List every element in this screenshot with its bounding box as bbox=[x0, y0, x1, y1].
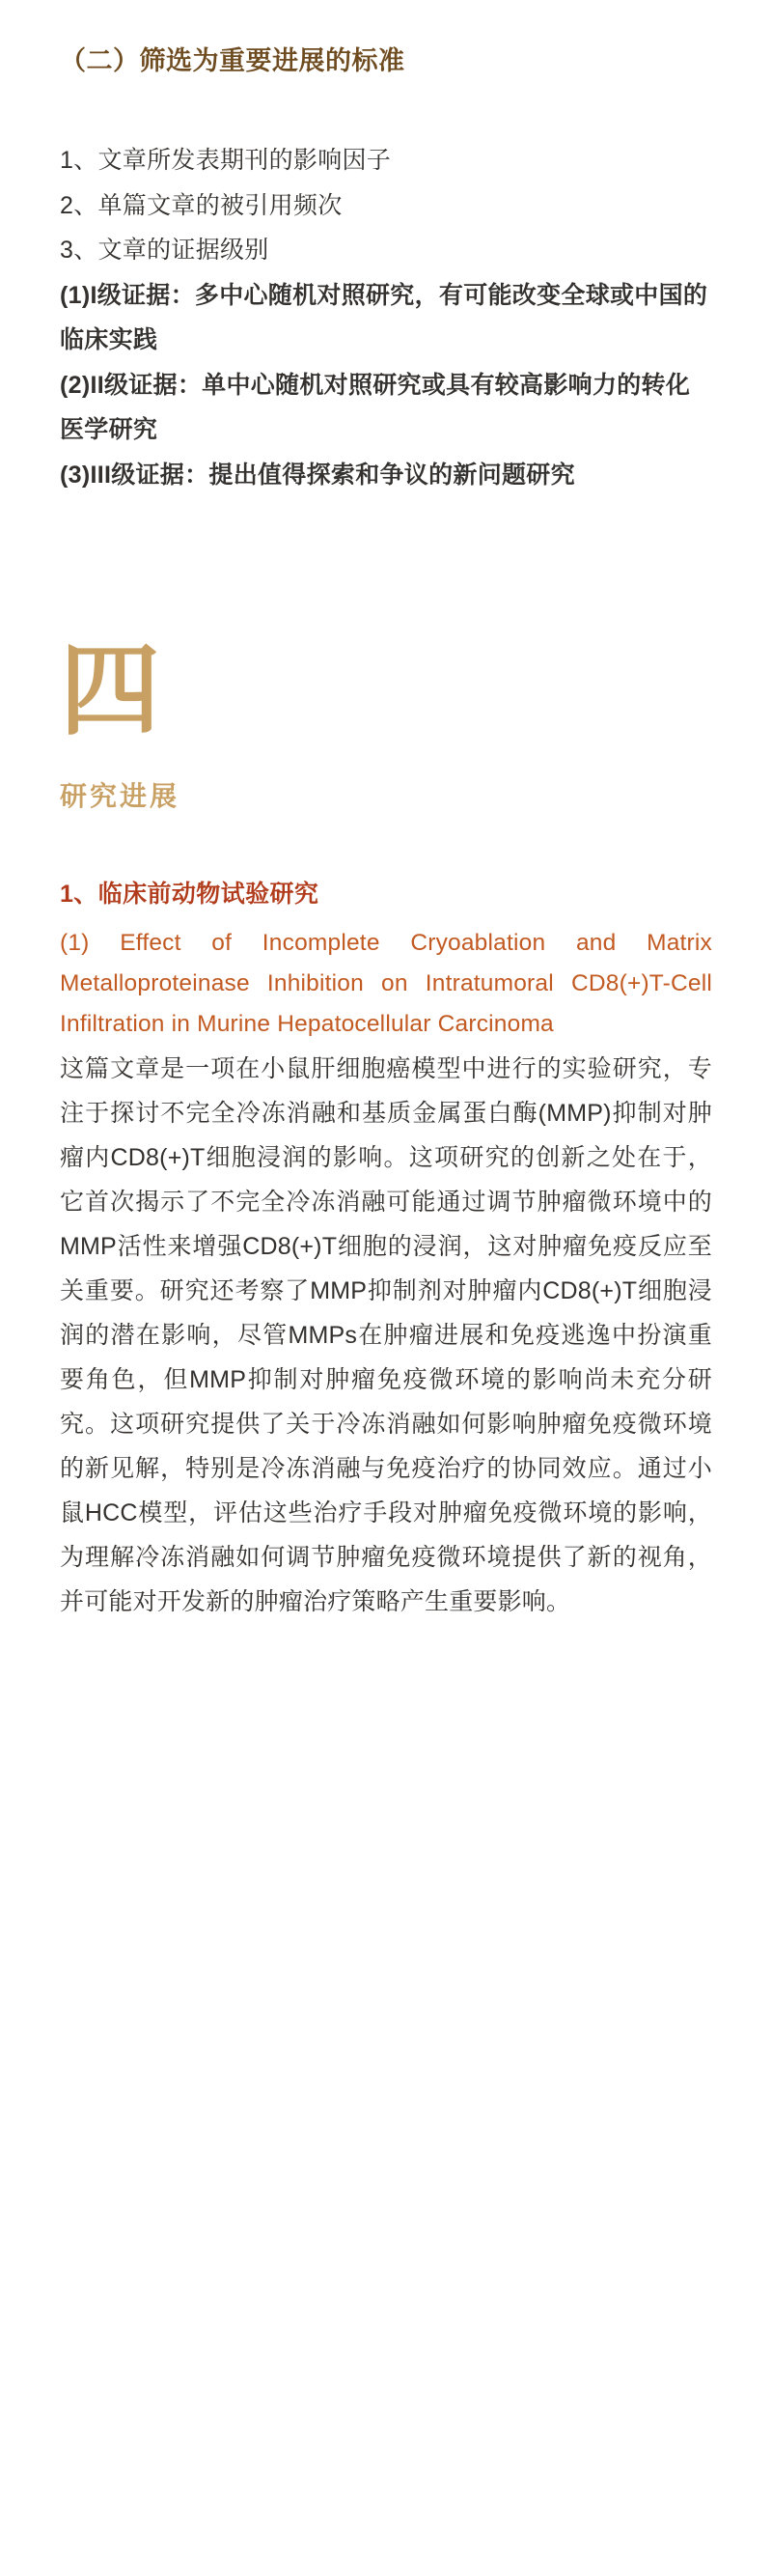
criteria-item-3: 3、文章的证据级别 bbox=[60, 237, 269, 265]
chapter-marker bbox=[60, 636, 712, 814]
criteria-list bbox=[60, 138, 712, 497]
paper-title: (1) Effect of Incomplete Cryoablation and Matrix Metalloproteinase Inhibition on Intratumoral CD8(+)T-Cell Infiltration in Murine Hepatocellular Carcinoma bbox=[60, 929, 712, 1037]
criteria-item-1: 1、文章所发表期刊的影响因子 bbox=[60, 147, 392, 175]
chapter-numeral: 四 bbox=[60, 636, 163, 748]
section-heading: （二）筛选为重要进展的标准 bbox=[60, 46, 405, 75]
research-sub-heading: 1、临床前动物试验研究 bbox=[60, 881, 319, 909]
criteria-item-2: 2、单篇文章的被引用频次 bbox=[60, 191, 343, 219]
paper-body: 这篇文章是一项在小鼠肝细胞癌模型中进行的实验研究，专注于探讨不完全冷冻消融和基质金属蛋白酶(MMP)抑制对肿瘤内CD8(+)T细胞浸润的影响。这项研究的创新之处在于，它首次揭示了不完全冷冻消融可能通过调节肿瘤微环境中的MMP活性来增强CD8(+)T细胞的浸润，这对肿瘤免疫反应至关重要。研究还考察了MMP抑制剂对肿瘤内CD8(+)T细胞浸润的潜在影响，尽管MMPs在肿瘤进展和免疫逃逸中扮演重要角色，但MMP抑制对肿瘤免疫微环境的影响尚未充分研究。这项研究提供了关于冷冻消融如何影响肿瘤免疫微环境的新见解，特别是冷冻消融与免疫治疗的协同效应。通过小鼠HCC模型，评估这些治疗手段对肿瘤免疫微环境的影响，为理解冷冻消融如何调节肿瘤免疫微环境提供了新的视角，并可能对开发新的肿瘤治疗策略产生重要影响。 bbox=[60, 1055, 712, 1616]
chapter-subtitle: 研究进展 bbox=[60, 782, 180, 813]
criteria-item-evidence-level-2: (2)II级证据：单中心随机对照研究或具有较高影响力的转化医学研究 bbox=[60, 371, 691, 444]
research-section bbox=[60, 874, 712, 1624]
criteria-item-evidence-level-1: (1)I级证据：多中心随机对照研究，有可能改变全球或中国的临床实践 bbox=[60, 281, 708, 354]
criteria-item-evidence-level-3: (3)III级证据：提出值得探索和争议的新问题研究 bbox=[60, 461, 575, 489]
